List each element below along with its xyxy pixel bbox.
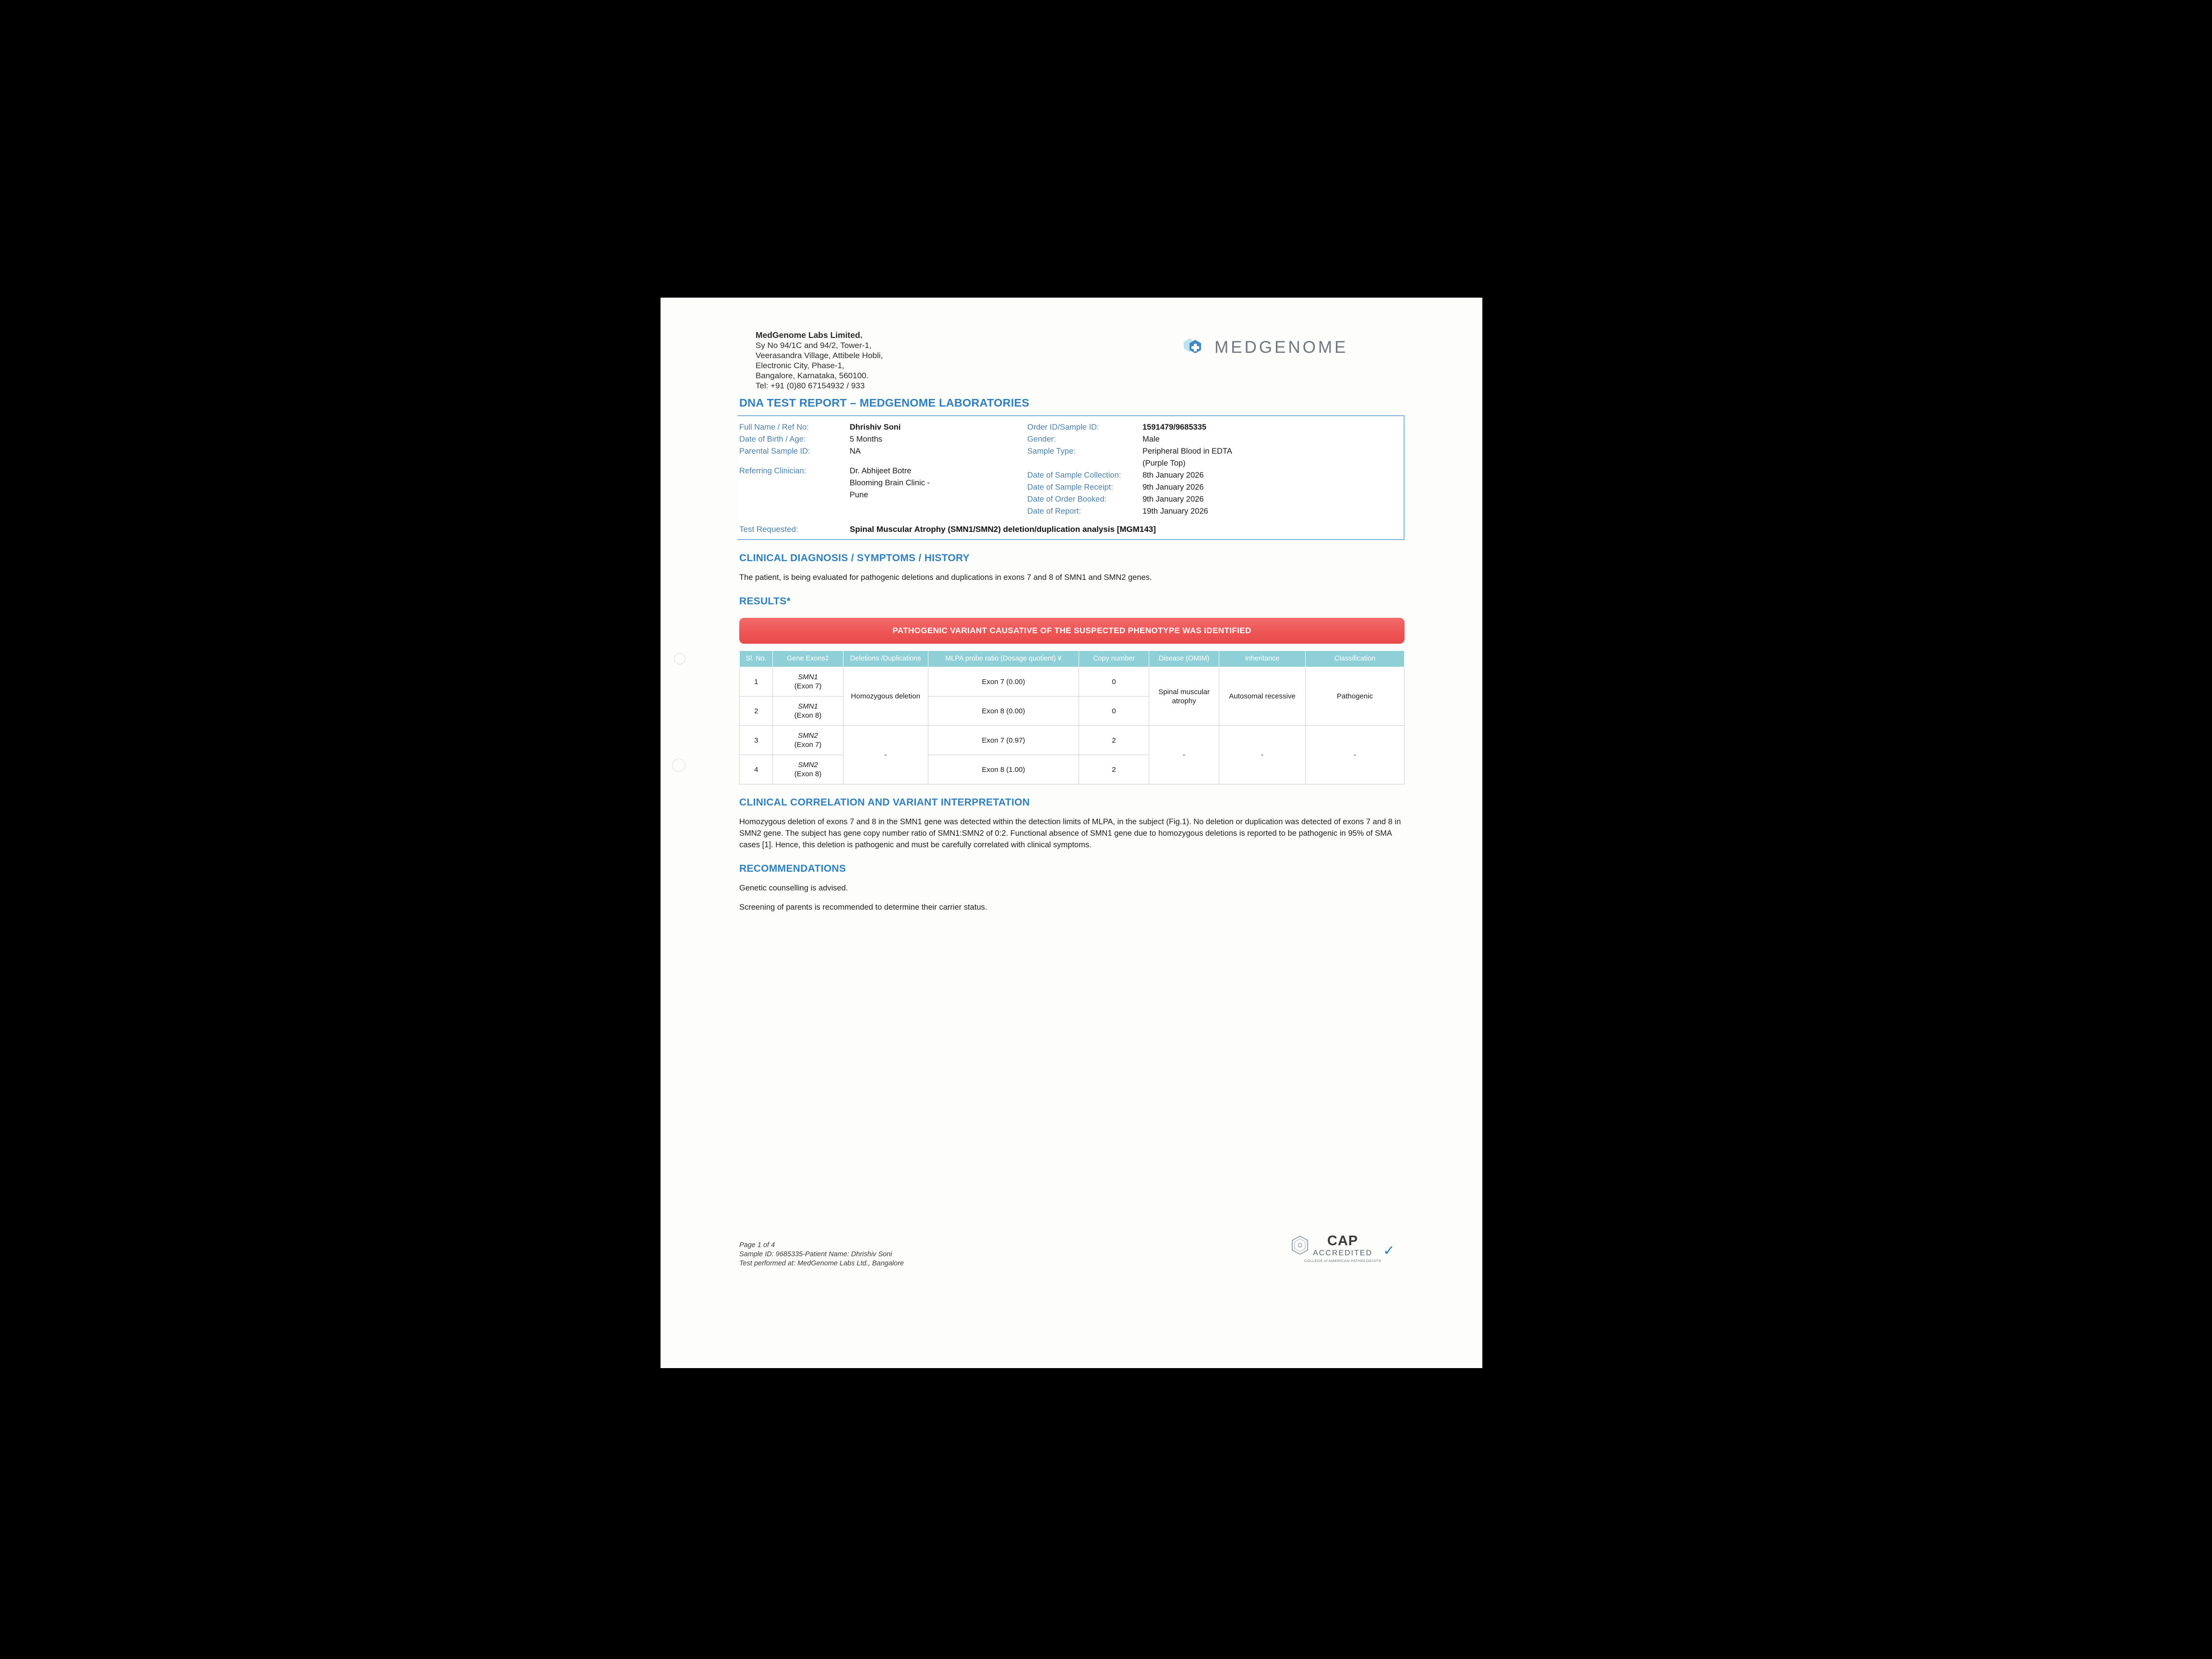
scanned-report-page [661, 298, 1482, 1368]
col-header-gene-exons: Gene Exons‡ [773, 651, 843, 667]
field-order-sample-id [1027, 422, 1334, 433]
col-header-classification: Classification [1305, 651, 1404, 667]
field-value: Peripheral Blood in EDTA [1142, 447, 1232, 456]
field-value: NA [850, 447, 861, 456]
cell-gene: SMN1 [798, 673, 818, 681]
cell-copy-number: 2 [1079, 726, 1149, 755]
cell-deletions-bottom: - [843, 726, 928, 784]
lab-address-line-3: Electronic City, Phase-1, [756, 361, 844, 370]
test-requested-value: Spinal Muscular Atrophy (SMN1/SMN2) deletion/duplication analysis [MGM143] [850, 525, 1156, 534]
field-value: 5 Months [850, 435, 882, 444]
field-label: Sample Type: [1027, 447, 1076, 456]
test-requested-label: Test Requested: [739, 525, 798, 534]
field-full-name [739, 422, 1027, 433]
page-footer [739, 1233, 1407, 1268]
col-header-deletions-duplications: Deletions /Duplications [843, 651, 928, 667]
field-label: Date of Sample Receipt: [1027, 483, 1113, 492]
col-header-sl-no: Sl. No. [740, 651, 773, 667]
patient-info-block [737, 415, 1405, 540]
field-label: Date of Birth / Age: [739, 435, 806, 444]
field-gender [1027, 434, 1334, 445]
scan-artifact-hole [674, 653, 685, 664]
field-value: Dhrishiv Soni [850, 423, 901, 432]
patient-info-left-column [739, 422, 1027, 518]
cell-copy-number: 0 [1079, 667, 1149, 697]
field-value: 9th January 2026 [1142, 483, 1204, 492]
field-label: Date of Order Booked: [1027, 495, 1107, 504]
lab-address-block [756, 330, 883, 391]
field-referring-clinician [739, 466, 1027, 476]
field-date-of-report [1027, 506, 1334, 517]
cell-copy-number: 2 [1079, 755, 1149, 784]
cell-exon: (Exon 8) [794, 770, 822, 778]
cap-tiny-text: COLLEGE of AMERICAN PATHOLOGISTS [1304, 1259, 1382, 1263]
cell-gene-exon [773, 726, 843, 755]
results-banner: PATHOGENIC VARIANT CAUSATIVE OF THE SUSPECTED PHENOTYPE WAS IDENTIFIED [739, 618, 1405, 644]
lab-address-line-1: Sy No 94/1C and 94/2, Tower-1, [756, 341, 872, 350]
section-heading-recommendations: RECOMMENDATIONS [739, 863, 846, 874]
cell-exon: (Exon 8) [794, 711, 822, 720]
cell-sl-no: 3 [740, 726, 773, 755]
cell-sl-no: 4 [740, 755, 773, 784]
cell-gene-exon [773, 697, 843, 726]
field-label: Parental Sample ID: [739, 447, 810, 456]
report-header [737, 321, 1405, 388]
field-value: 1591479/9685335 [1142, 423, 1207, 432]
field-date-sample-receipt [1027, 482, 1334, 493]
field-value: Blooming Brain Clinic - [850, 479, 930, 487]
footer-sample-line: Sample ID: 9685335-Patient Name: Dhrishiv Soni [739, 1250, 892, 1258]
cell-sl-no: 1 [740, 667, 773, 697]
field-label: Full Name / Ref No: [739, 423, 809, 432]
clinical-correlation-text: Homozygous deletion of exons 7 and 8 in the SMN1 gene was detected within the detection limits of MLPA, in the subject (Fig.1). No deletion or duplication was detected of exons 7 and 8 in SMN2 gene. The subject has gene copy number ratio of SMN1:SMN2 of 0:2. Functional absence of SMN1 gene due to homozygous deletions is reported to be pathogenic in 95% of SMA cases [1]. Hence, this deletion is pathogenic and must be carefully correlated with clinical symptoms. [739, 817, 1401, 849]
field-label: Gender: [1027, 435, 1056, 444]
cell-exon: (Exon 7) [794, 741, 822, 749]
col-header-mlpa-probe-ratio: MLPA probe ratio (Dosage quotient) ¥ [928, 651, 1079, 667]
field-label: Order ID/Sample ID: [1027, 423, 1099, 432]
lab-address-line-2: Veerasandra Village, Attibele Hobli, [756, 351, 883, 360]
field-label: Date of Sample Collection: [1027, 471, 1121, 480]
cap-hexagon-icon [1290, 1235, 1310, 1255]
page-number: Page 1 of 4 [739, 1241, 775, 1249]
results-table [739, 650, 1405, 784]
cap-subtitle: ACCREDITED [1312, 1249, 1372, 1257]
field-label [739, 478, 850, 488]
cell-disease-bottom: - [1149, 726, 1219, 784]
recommendation-item-1: Genetic counselling is advised. [739, 884, 848, 892]
field-clinic-line-2 [739, 490, 1027, 500]
clinical-diagnosis-text: The patient, is being evaluated for pathogenic deletions and duplications in exons 7 and 8 of SMN1 and SMN2 genes. [739, 573, 1152, 582]
lab-phone: Tel: +91 (0)80 67154932 / 933 [756, 381, 865, 390]
field-value: Dr. Abhijeet Botre [850, 467, 912, 475]
recommendation-item-2: Screening of parents is recommended to determine their carrier status. [739, 903, 987, 912]
cell-probe-ratio: Exon 7 (0.97) [928, 726, 1079, 755]
spacer [739, 458, 1027, 466]
cell-classification-top: Pathogenic [1305, 667, 1404, 726]
field-label [739, 490, 850, 500]
cell-gene: SMN2 [798, 732, 818, 740]
field-date-order-booked [1027, 494, 1334, 505]
cell-copy-number: 0 [1079, 697, 1149, 726]
field-label [1027, 458, 1142, 469]
section-heading-results: RESULTS* [739, 596, 791, 607]
brand-lockup [1179, 334, 1348, 361]
field-value: 9th January 2026 [1142, 495, 1204, 504]
table-row [740, 726, 1405, 755]
test-requested-row [739, 525, 1403, 534]
col-header-inheritance: Inheritance [1219, 651, 1306, 667]
report-content [737, 321, 1405, 913]
col-header-copy-number: Copy number [1079, 651, 1149, 667]
field-value: 19th January 2026 [1142, 507, 1208, 516]
table-row [740, 667, 1405, 697]
cell-sl-no: 2 [740, 697, 773, 726]
field-label: Referring Clinician: [739, 467, 806, 475]
cell-disease-top: Spinal muscular atrophy [1149, 667, 1219, 726]
field-value: 8th January 2026 [1142, 471, 1204, 480]
field-value: Pune [850, 491, 868, 499]
cell-inheritance-bottom: - [1219, 726, 1306, 784]
lab-address-line-4: Bangalore, Karnataka, 560100. [756, 371, 869, 380]
cap-word: CAP [1327, 1233, 1358, 1249]
field-value: (Purple Top) [1142, 459, 1186, 468]
table-header-row [740, 651, 1405, 667]
cell-probe-ratio: Exon 8 (0.00) [928, 697, 1079, 726]
cell-classification-bottom: - [1305, 726, 1404, 784]
col-header-disease-omim: Disease (OMIM) [1149, 651, 1219, 667]
field-sample-type-cont [1027, 458, 1334, 469]
cell-gene-exon [773, 755, 843, 784]
field-clinic-line-1 [739, 478, 1027, 488]
cell-exon: (Exon 7) [794, 682, 822, 690]
cap-accreditation-badge [1287, 1233, 1398, 1263]
cell-gene-exon [773, 667, 843, 697]
lab-name: MedGenome Labs Limited. [756, 330, 863, 340]
brand-name: MEDGENOME [1214, 338, 1348, 357]
cell-gene: SMN1 [798, 702, 818, 710]
cell-deletions-top: Homozygous deletion [843, 667, 928, 726]
field-sample-type [1027, 446, 1334, 457]
section-heading-clinical-correlation: CLINICAL CORRELATION AND VARIANT INTERPRETATION [739, 797, 1030, 808]
field-date-sample-collection [1027, 470, 1334, 481]
blue-check-icon: ✓ [1382, 1243, 1395, 1259]
section-heading-clinical-diagnosis: CLINICAL DIAGNOSIS / SYMPTOMS / HISTORY [739, 553, 970, 564]
field-value: Male [1142, 435, 1160, 444]
field-dob-age [739, 434, 1027, 445]
cell-gene: SMN2 [798, 761, 818, 769]
page-title: DNA TEST REPORT – MEDGENOME LABORATORIES [739, 397, 1030, 409]
cell-probe-ratio: Exon 7 (0.00) [928, 667, 1079, 697]
footer-performed-line: Test performed at: MedGenome Labs Ltd., Bangalore [739, 1260, 904, 1267]
field-parental-sample-id [739, 446, 1027, 457]
medgenome-cross-logo-icon [1179, 334, 1206, 361]
scan-artifact-hole-2 [672, 758, 685, 772]
cell-inheritance-top: Autosomal recessive [1219, 667, 1306, 726]
patient-info-right-column [1027, 422, 1334, 518]
field-label: Date of Report: [1027, 507, 1081, 516]
cell-probe-ratio: Exon 8 (1.00) [928, 755, 1079, 784]
